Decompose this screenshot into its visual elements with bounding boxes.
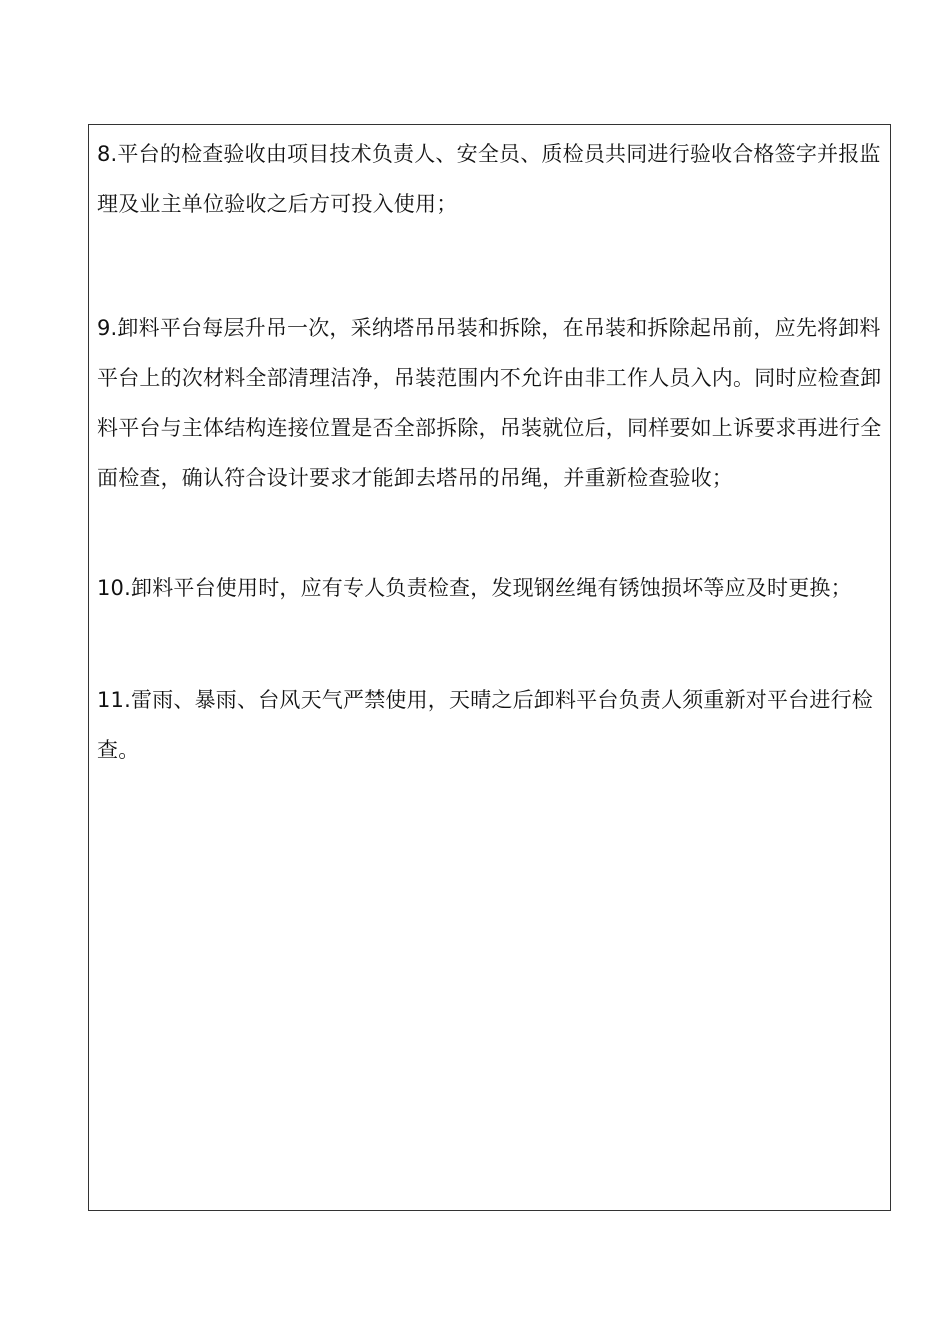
clause-10: 10.卸料平台使用时，应有专人负责检查，发现钢丝绳有锈蚀损坏等应及时更换；: [97, 576, 852, 600]
document-table-cell: [88, 124, 891, 1211]
clause-11: 11.雷雨、暴雨、台风天气严禁使用，天晴之后卸料平台负责人须重新对平台进行检查。: [97, 688, 873, 762]
clause-9: 9.卸料平台每层升吊一次，采纳塔吊吊装和拆除，在吊装和拆除起吊前，应先将卸料平台上的次材料全部清理洁净，吊装范围内不允许由非工作人员入内。同时应检查卸料平台与主体结构连接位置是否全部拆除，吊装就位后，同样要如上诉要求再进行全面检查，确认符合设计要求才能卸去塔吊的吊绳，并重新检查验收；: [97, 316, 882, 490]
clause-8: 8.平台的检查验收由项目技术负责人、安全员、质检员共同进行验收合格签字并报监理及业主单位验收之后方可投入使用；: [97, 142, 881, 216]
